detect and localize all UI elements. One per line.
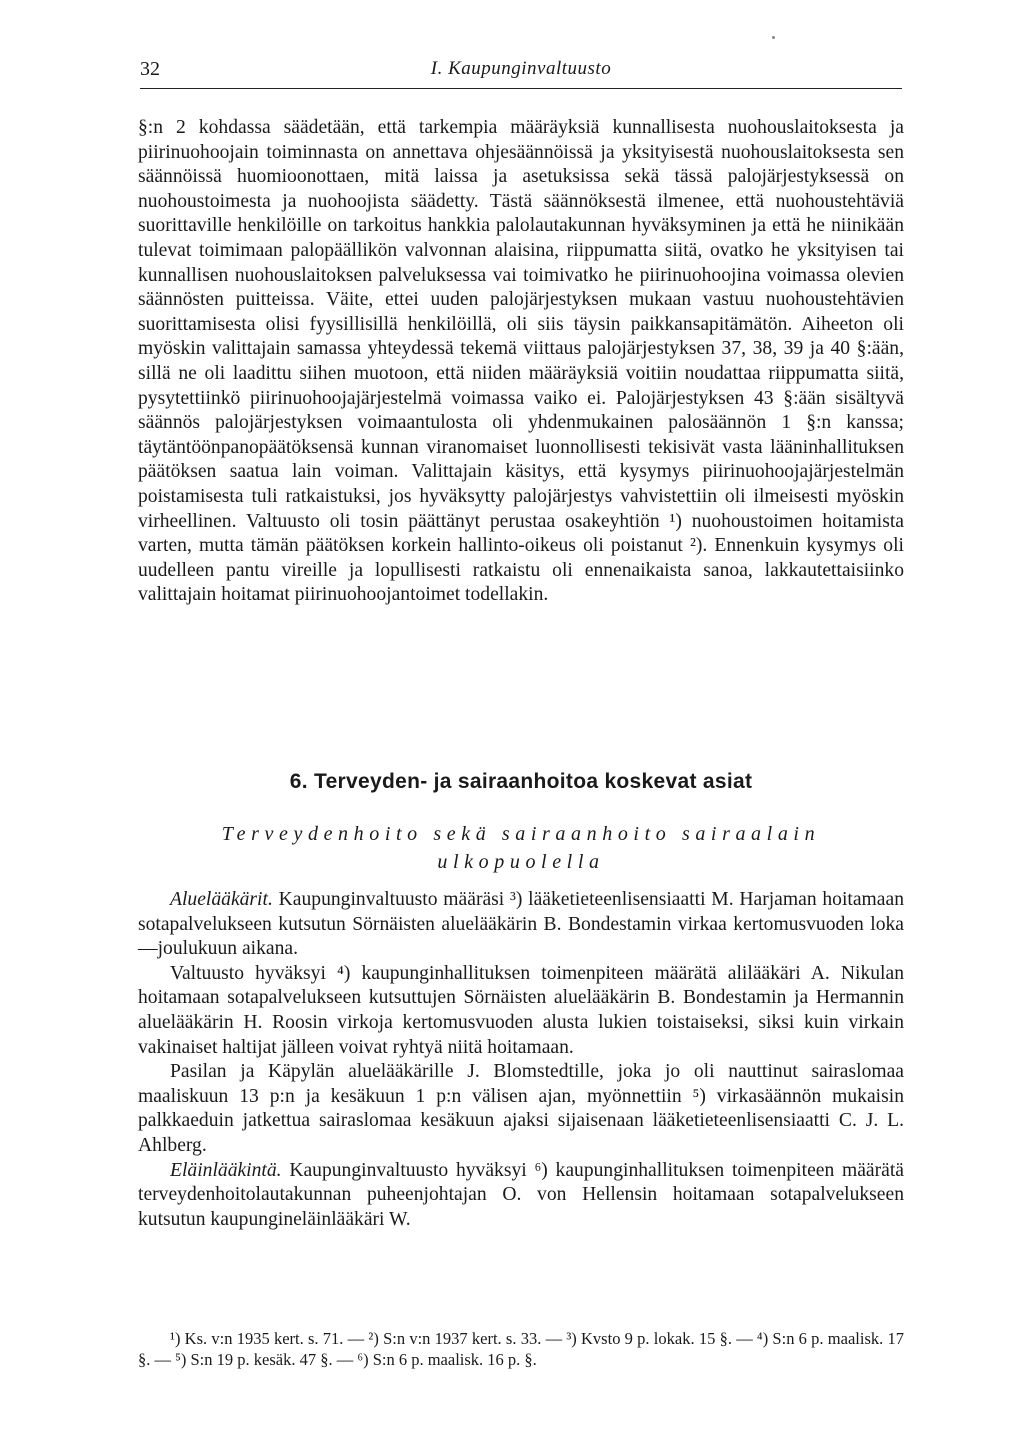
- paragraph-lead: Aluelääkärit.: [170, 889, 273, 910]
- body-text: [138, 116, 904, 608]
- paragraph-text: Pasilan ja Käpylän aluelääkärille J. Blomstedtille, joka jo oli nauttinut sairaslomaa maaliskuun 13 p:n ja kesäkuun 1 p:n välisen ajan, myönnettiin ⁵) virkasäännön mukaisin palkkaeduin jatkettua sairaslomaa kesäkuun ajaksi sijaisenaan lääketieteenlisensiaatti C. J. L. Ahlberg.: [138, 1061, 904, 1156]
- scan-speck: [772, 36, 775, 39]
- section-paragraph: [138, 1060, 904, 1158]
- paragraph-lead: Eläinlääkintä.: [170, 1159, 282, 1181]
- running-header: [140, 58, 902, 89]
- page-number: 32: [140, 58, 160, 80]
- paragraph-text: Valtuusto hyväksyi ⁴) kaupunginhallituksen toimenpiteen määrätä alilääkäri A. Nikulan hoitamaan sotapalvelukseen kutsuttujen Sörnäisten aluelääkärin B. Bondestamin ja Hermannin aluelääkärin H. Roosin virkoja kertomusvuoden alusta lukien toistaiseksi, siksi kuin virkain vakinaiset haltijat jälleen voivat ryhtyä niitä hoitamaan.: [138, 962, 904, 1058]
- section-subheading: Terveydenhoito sekä sairaanhoito sairaalain ulkopuolella: [221, 823, 821, 873]
- footnotes: [138, 1328, 904, 1370]
- section-body: [138, 888, 904, 1232]
- paragraph-text: Kaupunginvaltuusto määräsi ³) lääketieteenlisensiaatti M. Harjaman hoitamaan sotapalvelukseen kutsutun Sörnäisten aluelääkärin B. Bondestamin virkaa kertomusvuoden loka—joulukuun aikana.: [138, 889, 904, 960]
- footnote-text: ¹) Ks. v:n 1935 kert. s. 71. — ²) S:n v:n 1937 kert. s. 33. — ³) Kvsto 9 p. lokak. 15 §. — ⁴) S:n 6 p. maalisk. 17 §. — ⁵) S:n 19 p. kesäk. 47 §. — ⁶) S:n 6 p. maalisk. 16 p. §.: [138, 1329, 904, 1369]
- section-heading: 6. Terveyden- ja sairaanhoitoa koskevat asiat: [289, 770, 753, 793]
- body-paragraph: §:n 2 kohdassa säädetään, että tarkempia määräyksiä kunnallisesta nuohouslaitoksesta ja piirinuohoojain toiminnasta on annettava ohjesäännöissä ja yksityisestä nuohouslaitoksesta sen säännöissä huomioonottaen, mitä laissa ja asetuksissa sekä tässä palojärjestyksessä on nuohoustoimesta ja nuohoojista säädetty. Tästä säännöksestä ilmenee, että nuohoustehtäviä suorittaville henkilöille on tarkoitus hankkia palolautakunnan hyväksyminen ja että he niinikään tulevat toimimaan palopäällikön valvonnan alaisina, riippumatta siitä, ovatko he yksityisen tai kunnallisen nuohouslaitoksen palveluksessa vai toimivatko he piirinuohoojina voimassa olevien säännösten puitteissa. Väite, ettei uuden palojärjestyksen mukaan vastuu nuohoustehtävien suorittamisesta olisi fyysillisillä henkilöillä, oli siis täysin paikkansapitämätön. Aiheeton oli myöskin valittajain samassa yhteydessä tekemä viittaus palojärjestyksen 37, 38, 39 ja 40 §:ään, sillä ne oli laadittu siihen muotoon, että niiden määräyksiä voitiin noudattaa riippumatta siitä, pysytettiinkö piirinuohoojajärjestelmä voimassa vaiko ei. Palojärjestyksen 43 §:ään sisältyvä säännös palojärjestyksen voimaantulosta oli yhdenmukainen palosäännön 1 §:n kanssa; täytäntöönpanopäätöksensä kunnan viranomaiset luonnollisesti tekisivät vasta lääninhallituksen päätöksen saatua lain voiman. Valittajain käsitys, että kysymys piirinuohoojajärjestelmän poistamisesta tuli ratkaistuksi, jos hyväksytty palojärjestys vahvistettiin oli ilmeisesti myöskin virheellinen. Valtuusto oli tosin päättänyt perustaa osakeyhtiön ¹) nuohoustoimen hoitamista varten, mutta tämän päätöksen korkein hallinto-oikeus oli poistanut ²). Ennenkuin kysymys oli uudelleen pantu vireille ja lopullisesti ratkaistu oli ennenaikaista sanoa, lakkautettaisiinko valittajain hoitamat piirinuohoojantoimet todellakin.: [138, 117, 904, 606]
- section-paragraph: [138, 888, 904, 962]
- paragraph-text: Kaupunginvaltuusto hyväksyi ⁶) kaupunginhallituksen toimenpiteen määrätä terveydenhoitolautakunnan puheenjohtajan O. von Hellensin hoitamaan sotapalvelukseen kutsutun kaupungineläinlääkäri W.: [138, 1159, 904, 1230]
- running-title: I. Kaupunginvaltuusto: [430, 58, 612, 79]
- section-paragraph: [138, 1159, 904, 1233]
- section-paragraph: [138, 962, 904, 1060]
